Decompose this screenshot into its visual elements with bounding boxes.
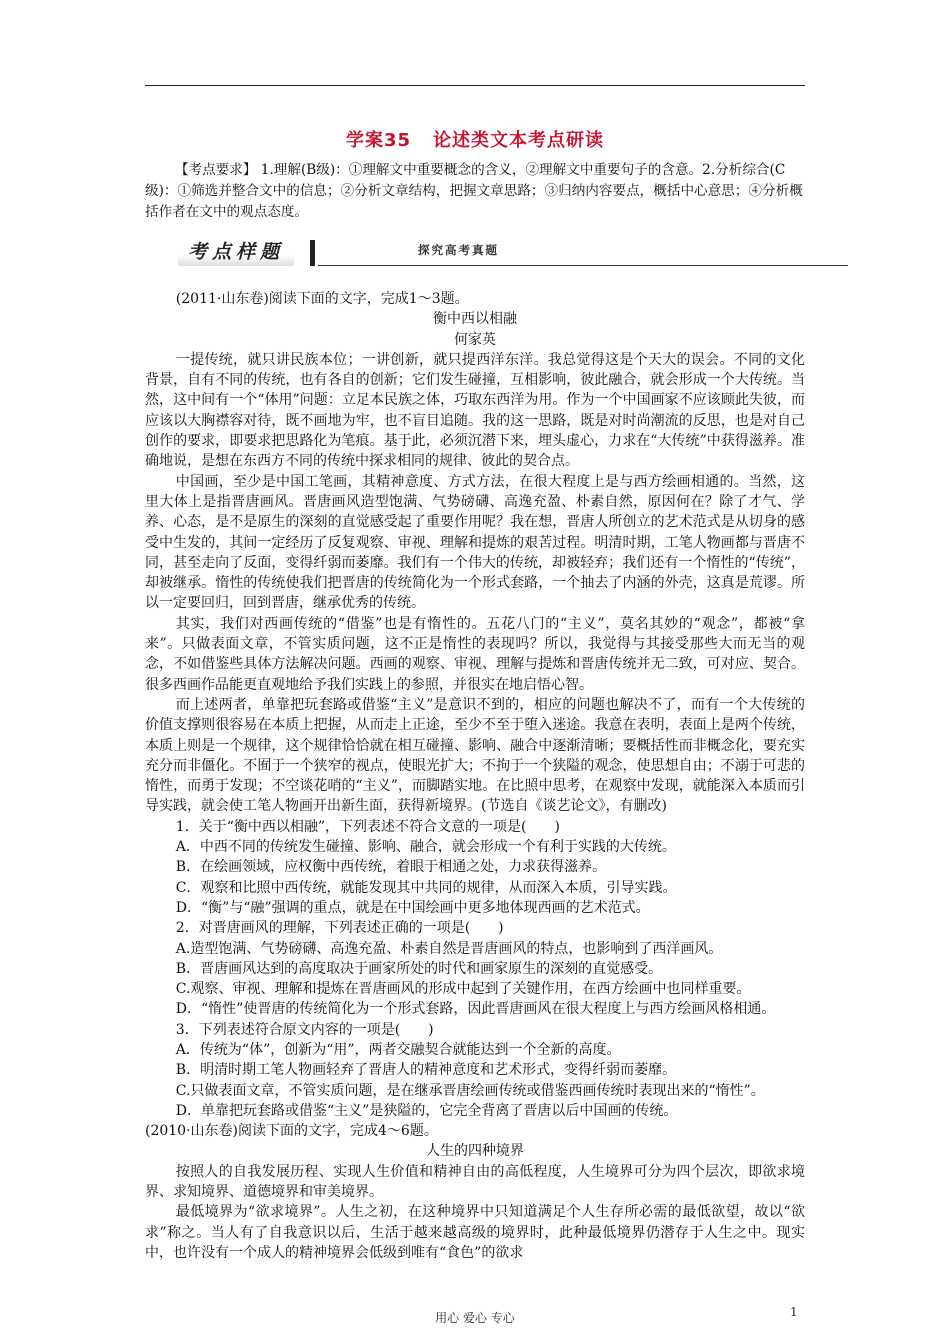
question-option: B．明清时期工笔人物画轻弃了晋唐人的精神意度和艺术形式，变得纤弱而萎靡。 [175,1062,677,1079]
question-option: A．中西不同的传统发生碰撞、影响、融合，就会形成一个有利于实践的大传统。 [175,839,676,856]
passage1-author: 何家英 [454,331,496,348]
question-option: B．晋唐画风达到的高度取决于画家所处的时代和画家原生的深刻的直觉感受。 [175,960,663,977]
question-option: C.只做表面文章，不管实质问题，是在继承晋唐绘画传统或借鉴西画传统时表现出来的“惰性”。 [175,1082,765,1099]
passage1-source: (2011·山东卷)阅读下面的文字，完成1～3题。 [175,291,469,307]
banner-underline [318,265,848,266]
passage2-title: 人生的四种境界 [426,1143,524,1160]
passage1-paragraph: 而上述两者，单靠把玩套路或借鉴“主义”是意识不到的，相应的问题也解决不了，而有一个大传统的价值支撑则很容易在本质上把握，从而走上正途，至少不至于堕入迷途。我意在表明，表面上是两个传统，本质上则是一个规律，这个规律恰恰就在相互碰撞、影响、融合中逐渐清晰；要概括性而非概念化，要充实充分而非僵化。不囿于一个狭窄的视点，使眼光扩大；不拘于一个狭隘的观念，使思想自由；不溺于可悲的惰性，而勇于发现；不空谈花哨的“主义”，而脚踏实地。在比照中思考，在观察中发现，就能深入本质而引导实践，就会使工笔人物画开出新生面，获得新境界。(节选自《谈艺论文》，有删改) [145,696,805,815]
question-option: C．观察和比照中西传统，就能发现其中共同的规律，从而深入本质，引导实践。 [175,879,677,896]
footer-text: 用心 爱心 专心 [435,1311,515,1325]
question-option: D．单靠把玩套路或借鉴“主义”是狭隘的，它完全背离了晋唐以后中国画的传统。 [175,1102,678,1119]
question-stem: 2．对晋唐画风的理解，下列表述正确的一项是( ) [175,920,504,937]
question-option: D．“衡”与“融”强调的重点，就是在中国绘画中更多地体现西画的艺术范式。 [175,899,650,916]
main-content [145,289,805,1263]
section-banner [178,238,848,268]
question-option: A．传统为“体”，创新为“用”，两者交融契合就能达到一个全新的高度。 [175,1041,621,1058]
question-stem: 3．下列表述符合原文内容的一项是( ) [175,1021,434,1038]
banner-divider [310,240,315,266]
question-stem: 1．关于“衡中西以相融”，下列表述不符合文意的一项是( ) [175,818,560,835]
passage1-paragraph: 一提传统，就只讲民族本位；一讲创新，就只提西洋东洋。我总觉得这是个天大的误会。不同的文化背景，自有不同的传统，也有各自的创新；它们发生碰撞，互相影响，彼此融合，就会形成一个大传统。当然，这中间有一个“体用”问题：立足本民族之体，巧取东西洋为用。作为一个中国画家不应该顾此失彼，而应该以大胸襟容对待，既不画地为牢，也不盲目追随。我的这一思路，既是对时尚潮流的反思，也是对自己创作的要求，即要求把思路化为笔痕。基于此，必须沉潜下来，埋头虚心，力求在“大传统”中获得滋养。准确地说，是想在东西方不同的传统中探求相同的规律、彼此的契合点。 [145,351,805,470]
banner-badge: 考点样题 [178,238,294,266]
passage2-paragraph: 按照人的自我发展历程、实现人生价值和精神自由的高低程度，人生境界可分为四个层次，即欲求境界、求知境界、道德境界和审美境界。 [145,1163,805,1201]
passage2-paragraph: 最低境界为“欲求境界”。人生之初，在这种境界中只知道满足个人生存所必需的最低欲望，故以“欲求”称之。当人有了自我意识以后，生活于越来越高级的境界时，此种最低境界仍潜存于人生之中。现实中，也许没有一个成人的精神境界会低级到唯有“食色”的欲求 [145,1204,805,1261]
page-title [0,126,950,152]
passage1-paragraph: 其实，我们对西画传统的“借鉴”也是有惰性的。五花八门的“主义”，莫名其妙的“观念”，都被“拿来”。只做表面文章，不管实质问题，这不正是惰性的表现吗？所以，我觉得与其接受那些大而无当的观念，不如借鉴些具体方法解决问题。西画的观察、审视、理解与提炼和晋唐传统并无二致，可对应、契合。很多西画作品能更直观地给予我们实践上的参照，并很实在地启悟心智。 [145,615,805,693]
banner-subtitle: 探究高考真题 [418,243,499,257]
title-text: 论述类文本考点研读 [433,130,605,151]
question-option: A.造型饱满、气势磅礴、高逸充盈、朴素自然是晋唐画风的特点，也影响到了西洋画风。 [175,940,723,957]
question-option: C.观察、审视、理解和提炼在晋唐画风的形成中起到了关键作用，在西方绘画中也同样重要。 [175,981,751,998]
passage1-title: 衡中西以相融 [433,311,517,328]
header-rule [145,85,805,86]
question-option: D．“惰性”使晋唐的传统简化为一个形式套路，因此晋唐画风在很大程度上与西方绘画风格相通。 [175,1001,776,1018]
title-number: 学案35 [345,130,412,151]
question-option: B．在绘画领域，应权衡中西传统，着眼于相通之处，力求获得滋养。 [175,859,607,876]
passage2-source: (2010·山东卷)阅读下面的文字，完成4～6题。 [145,1123,438,1140]
page-number: 1 [790,1305,798,1319]
requirements-text: 【考点要求】 1.理解(B级)：①理解文中重要概念的含义，②理解文中重要句子的含意。2.分析综合(C级)：①筛选并整合文中的信息；②分析文章结构，把握文章思路；③归纳内容要点，概括中心意思；④分析概括作者在文中的观点态度。 [145,162,803,220]
requirements-block [145,160,805,223]
passage1-paragraph: 中国画，至少是中国工笔画，其精神意度、方式方法，在很大程度上是与西方绘画相通的。当然，这里大体上是指晋唐画风。晋唐画风造型饱满、气势磅礴、高逸充盈、朴素自然，原因何在？除了才气、学养、心态，是不是原生的深刻的直觉感受起了重要作用呢？我在想，晋唐人所创立的艺术范式是从切身的感受中生发的，其间一定经历了反复观察、审视、理解和提炼的艰苦过程。明清时期，工笔人物画都与晋唐不同，甚至走向了反面，变得纤弱而萎靡。我们有一个伟大的传统，却被轻弃；我们还有一个惰性的“传统”，却被继承。惰性的传统使我们把晋唐的传统简化为一个形式套路，一个抽去了内涵的外壳，这真是荒谬。所以一定要回归，回到晋唐，继承优秀的传统。 [145,473,805,612]
